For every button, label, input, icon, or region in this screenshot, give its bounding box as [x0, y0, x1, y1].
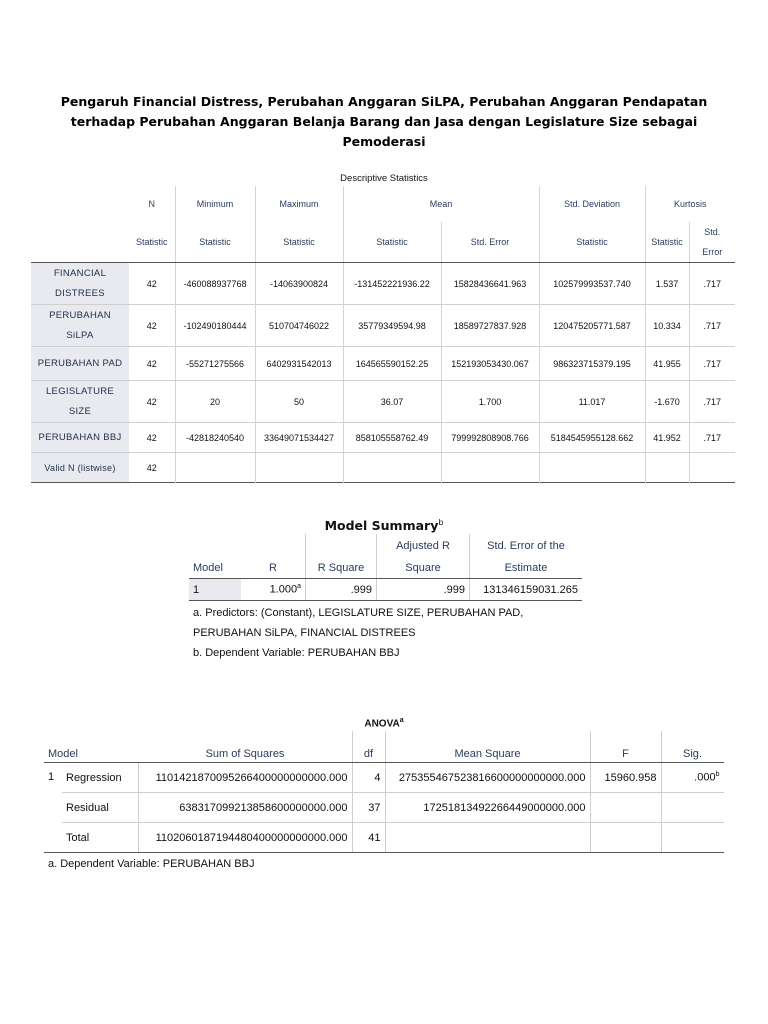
cell-sig — [661, 823, 724, 853]
cell-n: 42 — [146, 278, 157, 289]
subheader-statistic: Statistic — [175, 222, 255, 263]
header-f: F — [590, 731, 661, 763]
cell-min: -55271275566 — [175, 347, 255, 381]
header-r-square: R Square — [306, 558, 377, 579]
cell-mean-square: 275355467523816600000000000.000 — [385, 763, 590, 793]
error-label: Error — [702, 247, 723, 257]
empty-header — [241, 534, 306, 558]
cell-max: 33649071534427 — [255, 423, 343, 453]
cell-sd: 5184545955128.662 — [539, 423, 645, 453]
cell-max: 50 — [255, 381, 343, 423]
cell-sd: 11.017 — [539, 381, 645, 423]
header-kurtosis: Kurtosis — [645, 186, 735, 222]
cell-sig: .000$^b$ — [661, 763, 724, 793]
cell-min: -460088937768 — [175, 263, 255, 305]
cell-source: Residual — [62, 793, 139, 823]
header-std-deviation: Std. Deviation — [539, 186, 645, 222]
cell-df: 41 — [352, 823, 385, 853]
subheader-statistic: Statistic — [129, 222, 175, 263]
subheader-std-error: Std. Error — [441, 222, 539, 263]
header-r: R — [241, 558, 306, 579]
header-std-error: Std. Error of the — [470, 534, 583, 558]
cell-kurtosis: 1.537 — [645, 263, 689, 305]
empty-header — [306, 534, 377, 558]
table-row — [44, 823, 724, 853]
descriptive-statistics-caption: Descriptive Statistics — [340, 173, 428, 184]
cell-df: 37 — [352, 793, 385, 823]
empty-cell — [689, 453, 735, 483]
header-model: Model — [189, 558, 241, 579]
header-model: Model — [44, 731, 139, 763]
descriptive-statistics-table — [31, 186, 735, 483]
empty-cell — [441, 453, 539, 483]
cell-sum-of-squares: 1101421870095266400000000000.000 — [139, 763, 353, 793]
empty-cell — [539, 453, 645, 483]
cell-sum-of-squares: 1102060187194480400000000000.000 — [139, 823, 353, 853]
header-sig: Sig. — [661, 731, 724, 763]
cell-kurtosis-se: .717 — [689, 305, 735, 347]
empty-cell — [343, 453, 441, 483]
cell-sum-of-squares: 638317099213858600000000.000 — [139, 793, 353, 823]
header-estimate: Estimate — [470, 558, 583, 579]
row-label: PERUBAHAN SiLPA — [31, 305, 129, 347]
cell-sd: 102579993537.740 — [539, 263, 645, 305]
cell-mean-se: 799992808908.766 — [441, 423, 539, 453]
table-row — [31, 305, 735, 347]
header-n: N — [148, 199, 155, 209]
cell-mean-se: 1.700 — [441, 381, 539, 423]
corner-cell — [31, 186, 129, 222]
cell-r-square: .999 — [306, 579, 377, 601]
cell-mean: -131452221936.22 — [343, 263, 441, 305]
cell-max: -14063900824 — [255, 263, 343, 305]
cell-n: 42 — [146, 396, 157, 407]
table-row — [31, 347, 735, 381]
row-label: LEGISLATURE SIZE — [31, 381, 129, 423]
title-line-1: Pengaruh Financial Distress, Perubahan Anggaran SiLPA, Perubahan Anggaran Pendapatan — [60, 94, 708, 109]
cell-max: 510704746022 — [255, 305, 343, 347]
title-line-2: terhadap Perubahan Anggaran Belanja Barang dan Jasa dengan Legislature Size sebagai — [70, 114, 698, 129]
model-summary-table — [189, 534, 582, 601]
cell-kurtosis: 10.334 — [645, 305, 689, 347]
cell-min: -102490180444 — [175, 305, 255, 347]
empty-header — [189, 534, 241, 558]
subheader-std-error — [689, 222, 735, 263]
note-line: b. Dependent Variable: PERUBAHAN BBJ — [193, 647, 400, 659]
empty-cell — [255, 453, 343, 483]
anova-title: ANOVA$^a$ — [364, 717, 404, 730]
cell-sd: 120475205771.587 — [539, 305, 645, 347]
note-line: PERUBAHAN SiLPA, FINANCIAL DISTREES — [193, 627, 416, 639]
cell-f: 15960.958 — [590, 763, 661, 793]
cell-sig — [661, 793, 724, 823]
note-line: a. Predictors: (Constant), LEGISLATURE SIZE, PERUBAHAN PAD, — [193, 607, 524, 619]
cell-n: 42 — [146, 358, 157, 369]
subheader-statistic: Statistic — [645, 222, 689, 263]
table-row — [44, 763, 724, 793]
row-label: PERUBAHAN PAD — [31, 347, 129, 381]
cell-f — [590, 793, 661, 823]
title-superscript: b — [438, 518, 444, 527]
cell-source: Total — [62, 823, 139, 853]
anova-note: a. Dependent Variable: PERUBAHAN BBJ — [48, 858, 255, 870]
table-row — [31, 453, 735, 483]
cell-source: Regression — [62, 763, 139, 793]
cell-kurtosis: -1.670 — [645, 381, 689, 423]
cell-kurtosis-se: .717 — [689, 381, 735, 423]
header-square: Square — [377, 558, 470, 579]
cell-min: 20 — [175, 381, 255, 423]
cell-f — [590, 823, 661, 853]
cell-mean-se: 152193053430.067 — [441, 347, 539, 381]
corner-cell-2 — [31, 222, 129, 263]
cell-kurtosis-se: .717 — [689, 347, 735, 381]
cell-df: 4 — [352, 763, 385, 793]
cell-model-number: 1 — [44, 763, 62, 853]
cell-std-error-estimate: 131346159031.265 — [470, 579, 583, 601]
table-row — [31, 381, 735, 423]
cell-mean-se: 18589727837.928 — [441, 305, 539, 347]
cell-kurtosis: 41.955 — [645, 347, 689, 381]
cell-kurtosis-se: .717 — [689, 263, 735, 305]
cell-mean: 35779349594.98 — [343, 305, 441, 347]
subheader-statistic: Statistic — [539, 222, 645, 263]
cell-mean-square: 17251813492266449000000.000 — [385, 793, 590, 823]
cell-mean-square — [385, 823, 590, 853]
std-label: Std. — [704, 227, 721, 237]
cell-r: 1.000$^a$ — [241, 579, 306, 601]
row-label: PERUBAHAN BBJ — [31, 423, 129, 453]
cell-max: 6402931542013 — [255, 347, 343, 381]
table-row — [31, 423, 735, 453]
cell-min: -42818240540 — [175, 423, 255, 453]
row-label-valid-n: Valid N (listwise) — [31, 453, 129, 483]
cell-n: 42 — [146, 432, 157, 443]
header-mean-square: Mean Square — [385, 731, 590, 763]
model-summary-notes — [193, 603, 523, 663]
header-sum-of-squares: Sum of Squares — [139, 731, 353, 763]
cell-kurtosis-se: .717 — [689, 423, 735, 453]
anova-table — [44, 731, 724, 853]
header-minimum: Minimum — [175, 186, 255, 222]
title-superscript: a — [399, 717, 404, 724]
document-title — [60, 92, 708, 152]
header-adjusted-r: Adjusted R — [377, 534, 470, 558]
cell-mean: 164565590152.25 — [343, 347, 441, 381]
cell-model: 1 — [189, 579, 241, 601]
cell-mean: 858105558762.49 — [343, 423, 441, 453]
empty-cell — [175, 453, 255, 483]
subheader-statistic: Statistic — [255, 222, 343, 263]
header-maximum: Maximum — [255, 186, 343, 222]
cell-mean: 36.07 — [343, 381, 441, 423]
model-summary-title: Model Summary$^b$ — [324, 518, 444, 534]
cell-kurtosis: 41.952 — [645, 423, 689, 453]
cell-valid-n: 42 — [146, 462, 157, 473]
table-row — [189, 579, 582, 601]
row-label: FINANCIAL DISTREES — [31, 263, 129, 305]
cell-adjusted-r-square: .999 — [377, 579, 470, 601]
table-row — [44, 793, 724, 823]
header-mean: Mean — [343, 186, 539, 222]
empty-cell — [645, 453, 689, 483]
cell-mean-se: 15828436641.963 — [441, 263, 539, 305]
table-row — [31, 263, 735, 305]
subheader-statistic: Statistic — [343, 222, 441, 263]
header-df: df — [352, 731, 385, 763]
cell-n: 42 — [146, 320, 157, 331]
title-line-3: Pemoderasi — [342, 134, 426, 149]
cell-sd: 986323715379.195 — [539, 347, 645, 381]
